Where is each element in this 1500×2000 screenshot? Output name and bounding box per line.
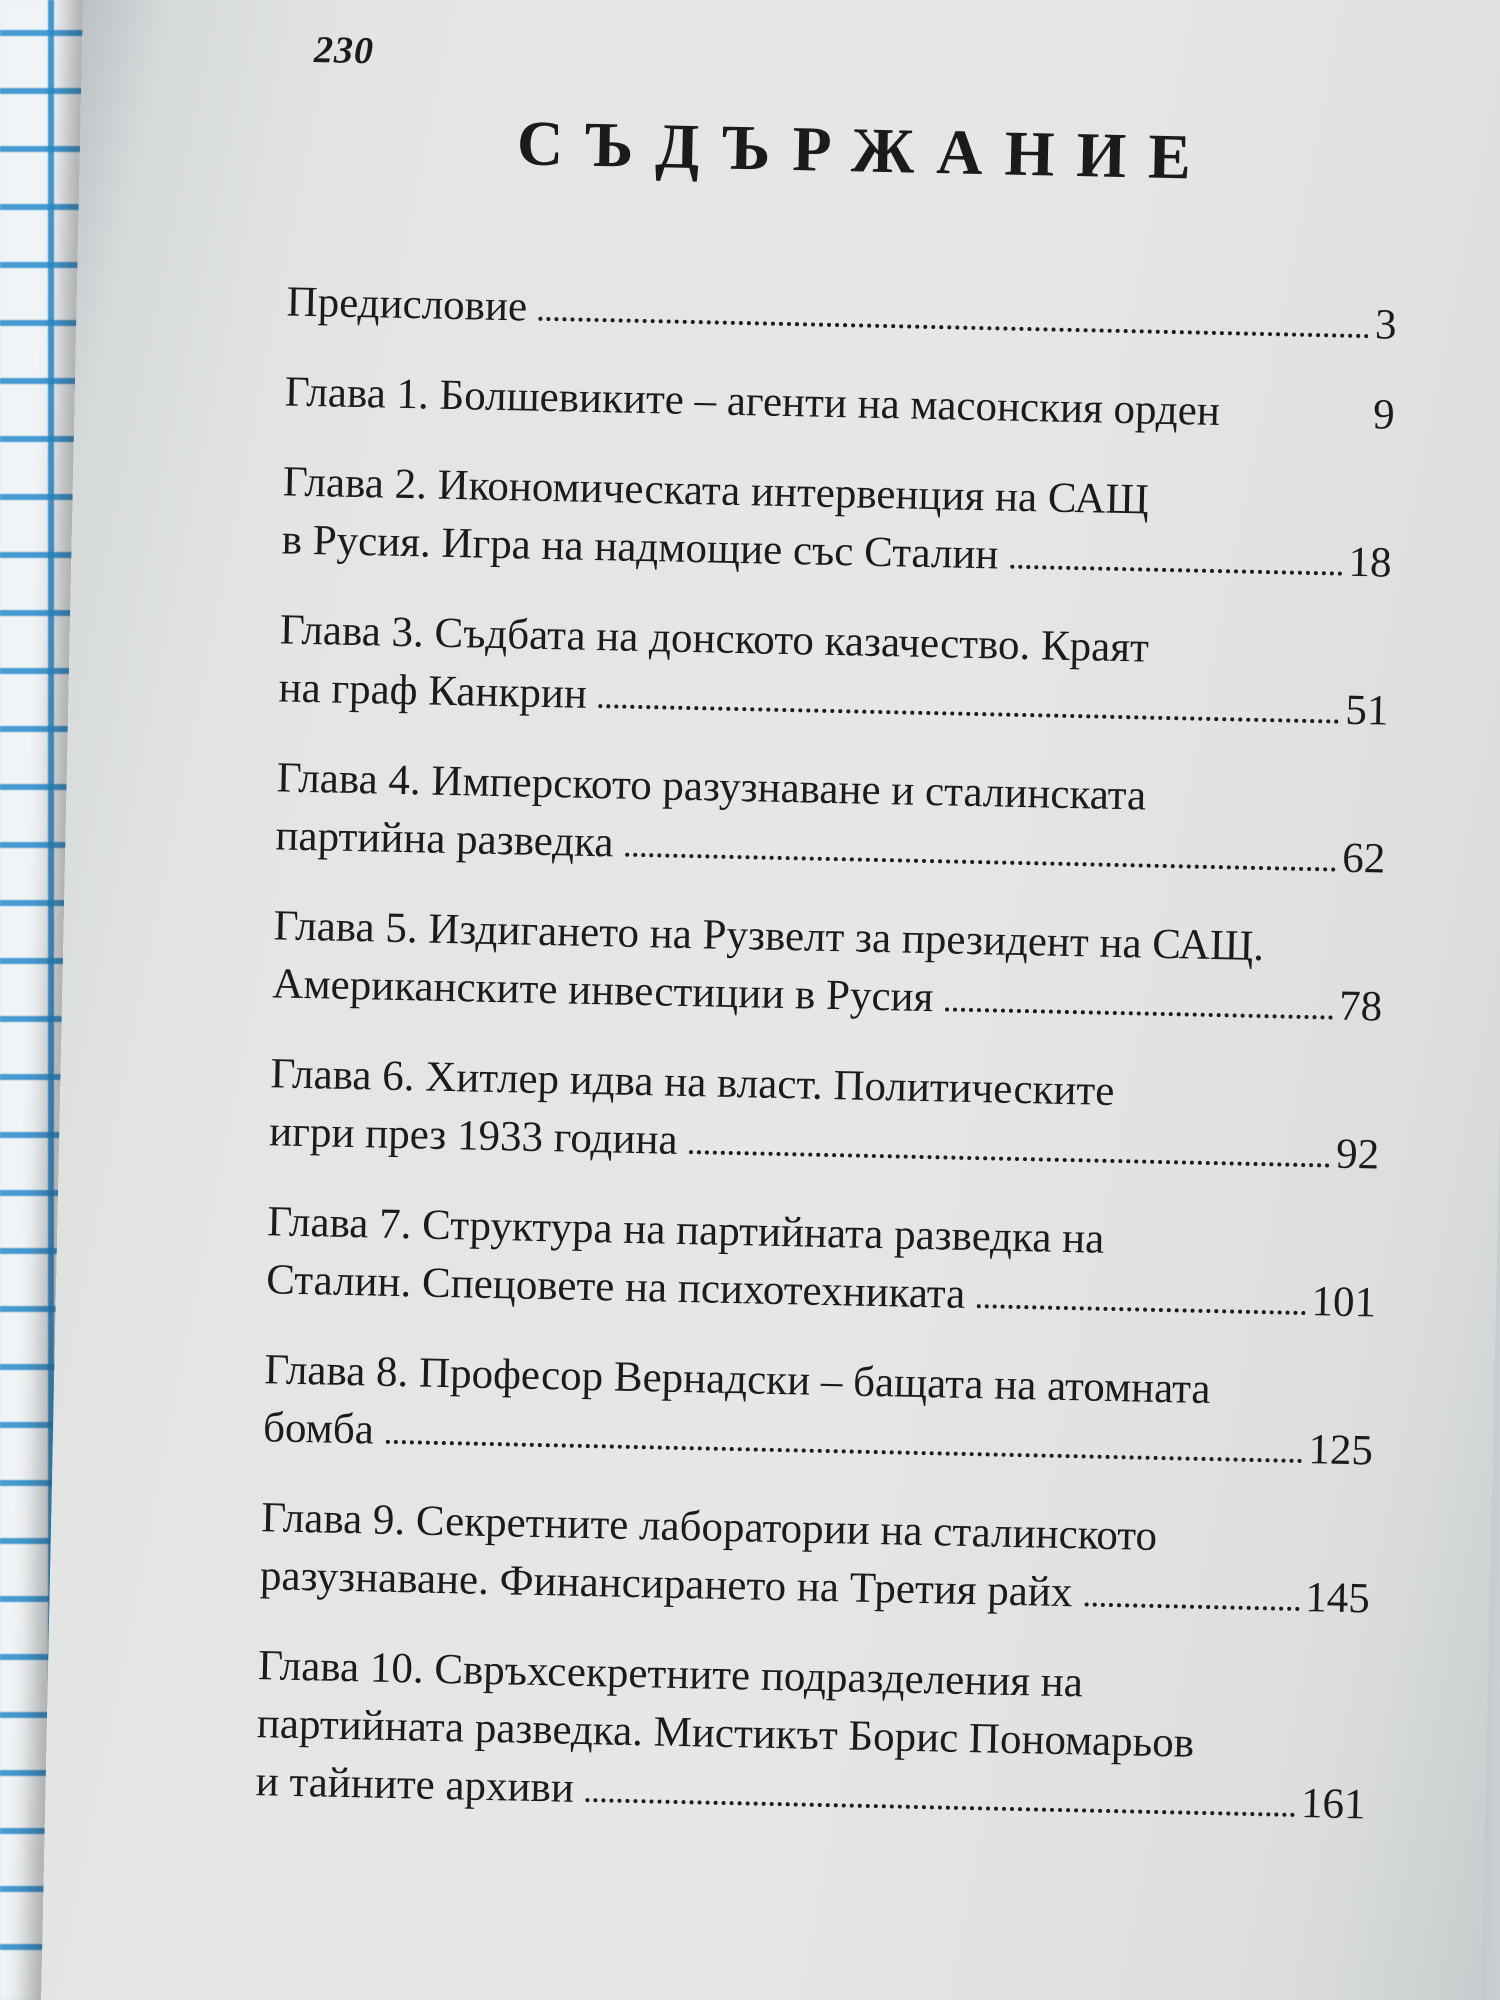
leader-dots — [977, 1304, 1305, 1315]
toc-entry-page: 92 — [1335, 1130, 1380, 1179]
leader-dots — [1084, 1602, 1299, 1611]
page-content — [163, 9, 1403, 1829]
toc-entry-page: 125 — [1307, 1426, 1374, 1475]
toc-entry-chapter-7 — [266, 1193, 1378, 1332]
toc-entry-title: Американските инвестиции в Русия — [271, 960, 934, 1022]
toc-entry-chapter-10 — [255, 1637, 1368, 1834]
toc-entry-chapter-3 — [278, 601, 1390, 740]
leader-dots — [625, 853, 1336, 872]
toc-entry-page: 78 — [1338, 982, 1383, 1031]
toc-entry-page: 51 — [1344, 686, 1389, 735]
toc-entry-title: в Русия. Игра на надмощие със Сталин — [281, 516, 999, 579]
toc-entry-title: Глава 1. Болшевиките – агенти на масонския орден — [284, 368, 1221, 436]
toc-entry-preface — [286, 273, 1397, 354]
leader-dots — [599, 704, 1340, 724]
toc-entry-lead: Глава 2. Икономическата интервенция на САЩ — [282, 458, 1150, 524]
leader-dots — [1010, 565, 1342, 576]
book-page — [40, 0, 1500, 2000]
toc-entry-lead: Глава 10. Свръхсекретните подразделения на партийната разведка. Мистикът Борис Пономарьов — [256, 1642, 1195, 1767]
leader-dots — [945, 1007, 1333, 1019]
toc-entry-lead: Глава 9. Секретните лаборатории на сталинското — [260, 1494, 1158, 1560]
toc-entry-title: на граф Канкрин — [278, 664, 588, 718]
toc-entry-title: игри през 1933 година — [268, 1108, 679, 1164]
toc-entry-page: 161 — [1300, 1780, 1366, 1829]
toc-entry-chapter-5 — [272, 897, 1384, 1036]
table-of-contents — [254, 273, 1397, 1866]
toc-entry-title: бомба — [262, 1404, 375, 1454]
toc-entry-title: партийна разведка — [275, 812, 615, 867]
page-number: 230 — [313, 28, 375, 73]
toc-entry-page: 9 — [1372, 391, 1396, 439]
toc-entry-page: 18 — [1348, 538, 1392, 587]
page-title: СЪДЪРЖАНИЕ — [516, 107, 1214, 193]
toc-entry-title: Сталин. Спецовете на психотехниката — [265, 1256, 966, 1318]
toc-entry-lead: Глава 3. Съдбата на донското казачество. Краят — [279, 606, 1150, 672]
toc-entry-title: разузнаване. Финансирането на Третия райх — [259, 1552, 1073, 1617]
leader-dots — [386, 1440, 1303, 1463]
leader-dots — [689, 1150, 1330, 1167]
toc-entry-lead: Глава 8. Професор Вернадски – бащата на атомната — [263, 1346, 1212, 1414]
toc-entry-lead: Глава 7. Структура на партийната разведка на — [266, 1198, 1105, 1263]
toc-entry-chapter-2 — [281, 453, 1393, 592]
toc-entry-lead: Глава 5. Издигането на Рузвелт за президент на САЩ. — [273, 902, 1265, 971]
toc-entry-chapter-1 — [284, 363, 1395, 444]
toc-entry-chapter-8 — [263, 1341, 1375, 1480]
leader-dots — [539, 317, 1369, 338]
leader-dots — [586, 1798, 1295, 1817]
toc-entry-page: 101 — [1311, 1278, 1377, 1327]
toc-entry-title: Предисловие — [286, 278, 528, 331]
toc-entry-lead: Глава 6. Хитлер идва на власт. Политическите — [270, 1050, 1115, 1115]
toc-entry-page: 62 — [1341, 834, 1386, 883]
toc-entry-page: 145 — [1304, 1574, 1371, 1623]
toc-entry-chapter-9 — [259, 1489, 1371, 1628]
toc-entry-chapter-6 — [269, 1045, 1381, 1184]
toc-entry-lead: Глава 4. Имперското разузнаване и сталинската — [276, 754, 1147, 820]
toc-entry-chapter-4 — [275, 749, 1387, 888]
toc-entry-page: 3 — [1374, 301, 1397, 349]
toc-entry-title: и тайните архиви — [255, 1758, 575, 1812]
